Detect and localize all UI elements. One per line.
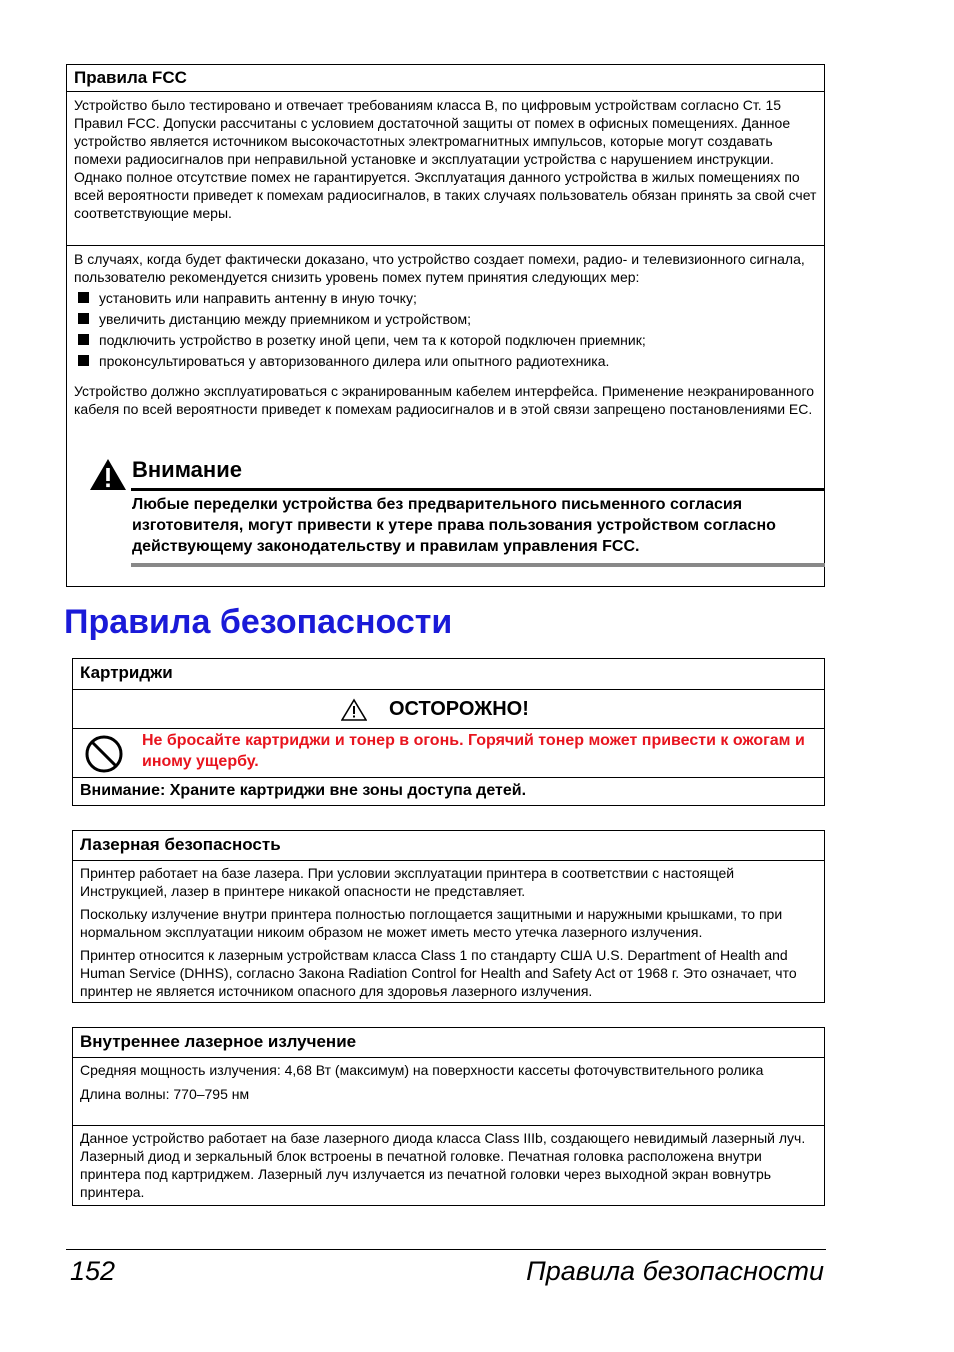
footer-section-title: Правила безопасности	[526, 1256, 824, 1286]
fcc-para3: Устройство должно эксплуатироваться с экранированным кабелем интерфейса. Применение неэкранированного кабеля по всей вероятности приведет к помехам радиосигналов и в этой связи запрещено постановлениями ЕС.	[74, 383, 815, 417]
laser-body	[73, 861, 824, 1000]
list-item: установить или направить антенну в иную точку;	[74, 289, 820, 310]
fcc-section	[66, 64, 825, 587]
caution-header	[73, 690, 824, 729]
internal-para2: Длина волны: 770–795 нм	[80, 1086, 250, 1102]
attention-text: Любые переделки устройства без предварительного письменного согласия изготовителя, могут привести к утере права пользования устройством согласно действующему законодательству и правилам управления FCC.	[132, 496, 776, 555]
attention-rule-top	[131, 488, 825, 491]
bullet-icon	[78, 313, 89, 324]
list-item: увеличить дистанцию между приемником и устройством;	[74, 310, 820, 331]
footer-rule	[66, 1249, 826, 1250]
internal-section	[72, 1027, 825, 1206]
warning-triangle-icon	[89, 457, 127, 491]
caution-body	[73, 729, 824, 778]
internal-para1: Средняя мощность излучения: 4,68 Вт (максимум) на поверхности кассеты фоточувствительного ролика	[80, 1062, 764, 1078]
bullet-icon	[78, 292, 89, 303]
laser-section	[72, 830, 825, 1003]
page-number: 152	[70, 1256, 116, 1286]
laser-para1: Принтер работает на базе лазера. При условии эксплуатации принтера в соответствии с настоящей Инструкцией, лазер в принтере никакой опасности не представляет.	[80, 865, 735, 899]
list-item: проконсультироваться у авторизованного дилера или опытного радиотехника.	[74, 352, 820, 373]
bullet-icon	[78, 334, 89, 345]
caution-triangle-icon	[341, 698, 367, 722]
cartridges-title: Картриджи	[73, 659, 824, 690]
prohibited-icon	[84, 734, 124, 774]
bullet-icon	[78, 355, 89, 366]
fcc-measures	[67, 246, 824, 590]
internal-specs	[73, 1058, 824, 1126]
caution-title: ОСТОРОЖНО!	[389, 698, 529, 720]
fcc-para1: Устройство было тестировано и отвечает требованиям класса B, по цифровым устройствам согласно Ст. 15 Правил FCC. Допуски рассчитаны с условием достаточной защиты от помех в офисных помещениях. Данное устройство является источником высокочастотных электромагнитных импульсов, которые могут создавать помехи радиосигналов при неправильной установке и эксплуатации устройства с нарушением инструкции. Однако полное отсутствие помех не гарантируется. Эксплуатация данного устройства в жилых помещениях по всей вероятности приведет к помехам радиосигналов, в таких случаях пользователь обязан принять за свой счет соответствующие меры.	[67, 92, 824, 246]
fcc-title: Правила FCC	[67, 65, 824, 92]
laser-para3: Принтер относится к лазерным устройствам класса Class 1 по стандарту США U.S. Department of Health and Human Service (DHHS), согласно Закона Radiation Control for Health and Safety Act от 1968 г. Это означает, что принтер не является источником опасного для здоровья лазерного излучения.	[80, 947, 797, 999]
internal-description	[73, 1126, 824, 1201]
caution-text: Не бросайте картриджи и тонер в огонь. Горячий тонер может привести к ожогам и иному ущербу.	[142, 732, 805, 770]
internal-para3: Данное устройство работает на базе лазерного диода класса Class IIIb, создающего невидимый лазерный луч. Лазерный диод и зеркальный блок встроены в печатной головке. Печатная головка расположена внутри принтера под картриджем. Лазерный луч излучается из печатной головки через выходной экран вовнутрь принтера.	[80, 1130, 806, 1200]
laser-title: Лазерная безопасность	[73, 831, 824, 861]
cartridges-section	[72, 658, 825, 806]
page-title: Правила безопасности	[64, 603, 453, 641]
list-item: подключить устройство в розетку иной цепи, чем та к которой подключен приемник;	[74, 331, 820, 352]
cartridges-note: Внимание: Храните картриджи вне зоны доступа детей.	[80, 782, 527, 799]
laser-para2: Поскольку излучение внутри принтера полностью поглощается защитными и наружными крышками, то при нормальном эксплуатации никоим образом не может иметь место утечка лазерного излучения.	[80, 906, 783, 940]
attention-rule-bottom	[131, 563, 825, 567]
fcc-para2: В случаях, когда будет фактически доказано, что устройство создает помехи, радио- и телевизионного сигнала, пользователю рекомендуется снизить уровень помех путем принятия следующих мер:	[74, 251, 805, 285]
internal-title: Внутреннее лазерное излучение	[73, 1028, 824, 1058]
attention-title: Внимание	[132, 457, 242, 482]
